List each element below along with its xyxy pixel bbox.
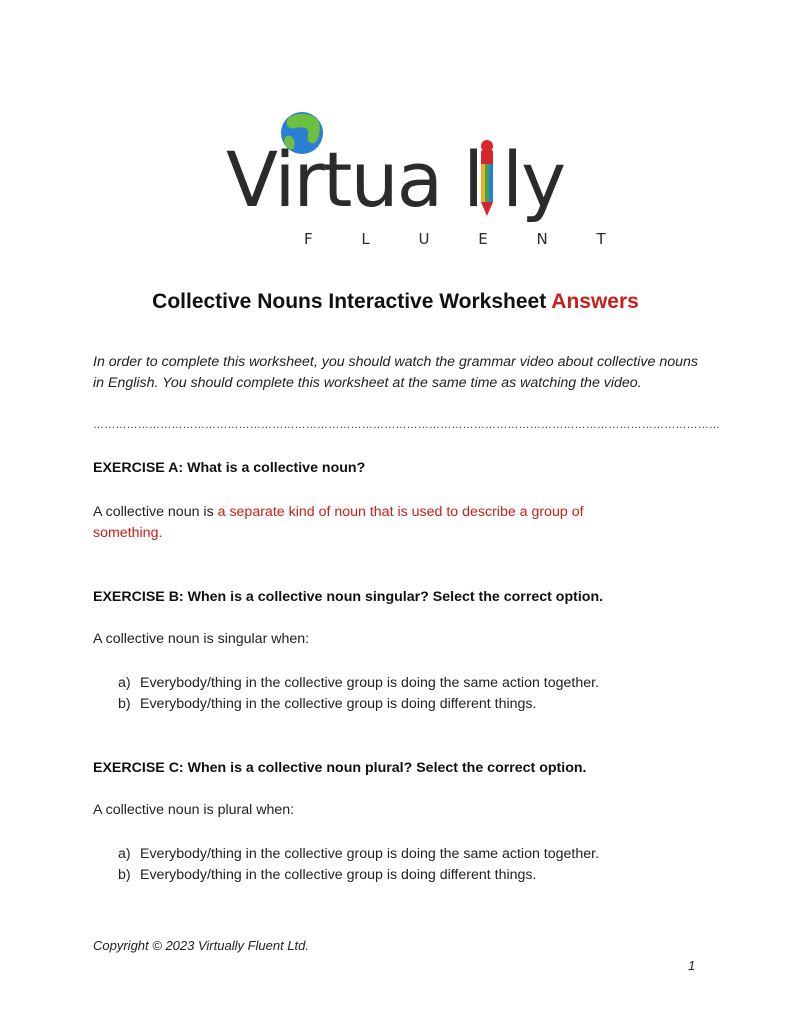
virtually-fluent-logo — [226, 106, 628, 252]
logo-subtext: F L U E N T — [304, 230, 628, 248]
option-text: Everybody/thing in the collective group is doing different things. — [140, 696, 537, 712]
logo-graphic — [226, 106, 628, 252]
option-text: Everybody/thing in the collective group is doing different things. — [140, 867, 537, 883]
logo-wordmark: Virtua — [226, 135, 442, 224]
exercise-a-answer: a separate kind of noun that is used to describe a group of something. — [93, 504, 584, 541]
svg-text:l: l — [463, 135, 483, 224]
pencil-icon — [481, 140, 493, 216]
copyright-text: Copyright © 2023 Virtually Fluent Ltd. — [93, 938, 310, 953]
exercise-a-answer-paragraph — [93, 502, 653, 544]
exercise-b-option-a — [118, 673, 599, 694]
title-highlight: Answers — [551, 290, 639, 313]
exercise-c-heading: EXERCISE C: When is a collective noun plural? Select the correct option. — [93, 760, 587, 776]
page-number: 1 — [688, 958, 696, 973]
option-letter: b) — [118, 696, 131, 712]
exercise-b-heading: EXERCISE B: When is a collective noun singular? Select the correct option. — [93, 589, 604, 605]
dotted-divider: …………………………………………………………………………………………………………………………………………………… — [93, 419, 721, 431]
page-title — [0, 290, 791, 314]
svg-text:ly: ly — [502, 135, 565, 224]
exercise-a-prefix: A collective noun is — [93, 504, 218, 520]
exercise-a-heading: EXERCISE A: What is a collective noun? — [93, 460, 366, 476]
exercise-c-option-b — [118, 865, 536, 886]
title-main: Collective Nouns Interactive Worksheet — [152, 290, 547, 313]
option-text: Everybody/thing in the collective group is doing the same action together. — [140, 846, 600, 862]
intro-paragraph: In order to complete this worksheet, you should watch the grammar video about collective nouns in English. You should complete this worksheet at the same time as watching the video. — [93, 354, 698, 391]
option-text: Everybody/thing in the collective group is doing the same action together. — [140, 675, 600, 691]
exercise-b-prompt: A collective noun is singular when: — [93, 631, 310, 647]
exercise-c-prompt: A collective noun is plural when: — [93, 802, 295, 818]
option-letter: b) — [118, 867, 131, 883]
option-letter: a) — [118, 675, 131, 691]
exercise-b-option-b — [118, 694, 536, 715]
exercise-c-option-a — [118, 844, 599, 865]
option-letter: a) — [118, 846, 131, 862]
